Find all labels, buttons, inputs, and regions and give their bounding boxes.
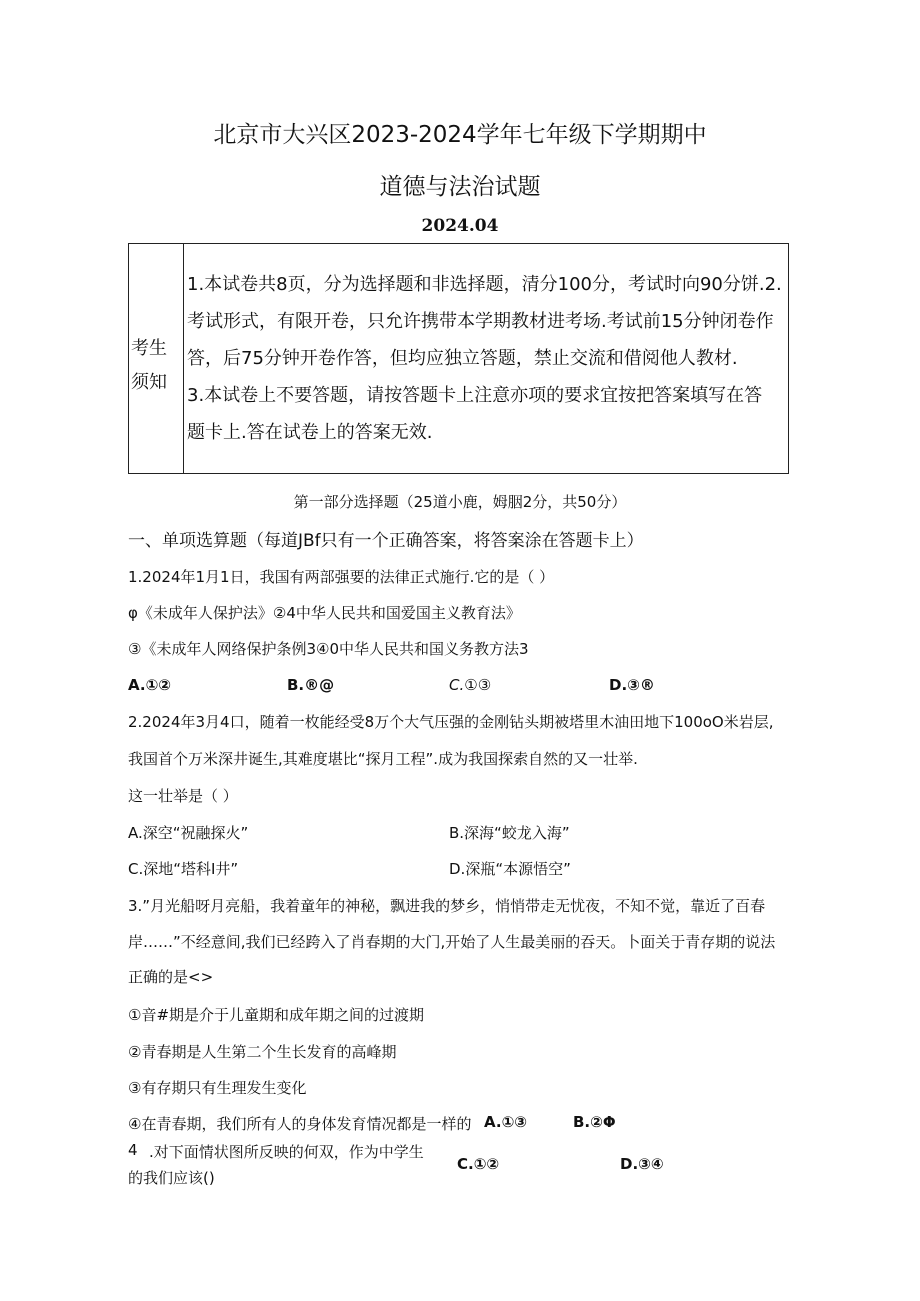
- q3-option-b: B.②Φ: [573, 1113, 616, 1131]
- q4-number: 4: [128, 1141, 138, 1159]
- q1-stem: 1.2024年1月1日，我国有两部强要的法律正式施行.它的是（ ）: [128, 568, 555, 586]
- q2-option-b: B.深海“蛟龙入海”: [449, 824, 570, 842]
- q2-line-2: 我国首个万米深井诞生,其难度堪比“探月工程”.成为我国探索自然的又一壮举.: [128, 750, 638, 768]
- q3-option-c: C.①②: [457, 1155, 500, 1173]
- q1-option-c: C.①③: [449, 676, 492, 694]
- q1-option-a: A.①②: [128, 676, 171, 694]
- q2-option-a: A.深空“祝融探火”: [128, 824, 249, 842]
- q1-item-2: ③《未成年人网络保护条例3④0中华人民共和国义务教方法3: [128, 640, 529, 658]
- q3-line-1: 3.”月光船呀月亮船，我着童年的神秘，飘进我的梦乡，悄悄带走无忧夜，不知不觉，靠近了百春: [128, 897, 766, 915]
- exam-title: 北京市大兴区2023-2024学年七年级下学期期中: [213, 122, 707, 148]
- notice-line: 1.本试卷共8页，分为选择题和非选择题，清分100分，考试时向90分饼.2.: [187, 274, 782, 295]
- q1-item-1: φ《未成年人保护法》②4中华人民共和国爱国主义教育法》: [128, 604, 521, 622]
- notice-line: 题卡上.答在试卷上的答案无效.: [187, 422, 433, 443]
- q4-line-2: 的我们应该(): [128, 1169, 215, 1187]
- q1-option-b: B.®@: [287, 676, 335, 694]
- exam-date: 2024.04: [421, 216, 499, 236]
- notice-label-top: 考生: [131, 338, 167, 359]
- notice-line: 3.本试卷上不要答题，请按答题卡上注意亦项的要求宜按把答案填写在答: [187, 385, 763, 406]
- q3-item-3: ③有存期只有生理发生变化: [128, 1079, 307, 1097]
- section-heading: 一、单项选算题（每道JBf只有一个正确答案，将答案涂在答题卡上）: [128, 531, 644, 551]
- q3-item-4: ④在青春期，我们所有人的身体发育情况都是一样的: [128, 1115, 472, 1133]
- notice-label-bottom: 须知: [131, 372, 167, 393]
- q2-line-3: 这一壮举是（ ）: [128, 787, 238, 805]
- notice-text: [187, 266, 785, 451]
- q2-option-d: D.深瓶“本源悟空”: [449, 860, 571, 878]
- q3-option-d: D.③④: [620, 1155, 664, 1173]
- q3-line-2: 岸……”不经意间,我们已经跨入了肖春期的大门,开始了人生最美丽的吞天。卜面关于青存期的说法: [128, 933, 776, 951]
- notice-box: [128, 243, 789, 474]
- q3-item-2: ②青春期是人生第二个生长发育的高峰期: [128, 1043, 397, 1061]
- q4-line-1: .对下面情状图所反映的何双，作为中学生: [149, 1143, 424, 1161]
- q1-option-d: D.③®: [609, 676, 655, 694]
- q3-option-a: A.①③: [484, 1113, 527, 1131]
- exam-subtitle: 道德与法治试题: [379, 174, 541, 200]
- q3-line-3: 正确的是<>: [128, 968, 214, 986]
- part1-heading: 第一部分选择题（25道小鹿，姆胭2分，共50分）: [293, 493, 627, 511]
- notice-line: 答，后75分钟开卷作答，但均应独立答题，禁止交流和借阅他人教材.: [187, 348, 738, 369]
- q2-option-c: C.深地“塔科I井”: [128, 860, 239, 878]
- q2-line-1: 2.2024年3月4口，随着一枚能经受8万个大气压强的金刚钻头期被塔里木油田地下100oO米岩层,: [128, 713, 774, 731]
- notice-label-cell: [129, 244, 184, 473]
- notice-line: 考试形式，有限开卷，只允许携带本学期教材进考场.考试前15分钟闭卷作: [187, 311, 774, 332]
- q3-item-1: ①音#期是介于儿童期和成年期之间的过渡期: [128, 1006, 425, 1024]
